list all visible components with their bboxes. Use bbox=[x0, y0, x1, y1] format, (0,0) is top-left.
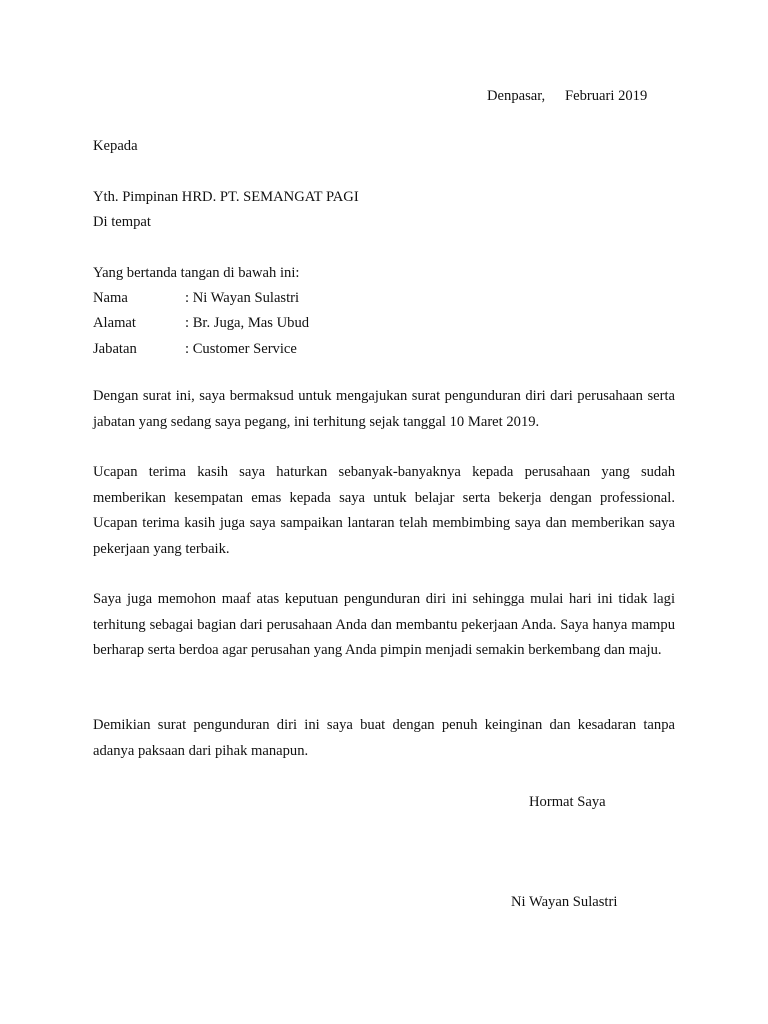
signatory-name: Ni Wayan Sulastri bbox=[511, 894, 618, 910]
salutation-kepada: Kepada bbox=[93, 138, 138, 154]
field-value-alamat: : Br. Juga, Mas Ubud bbox=[185, 315, 310, 331]
field-value-jabatan: : Customer Service bbox=[185, 341, 297, 357]
letter-date: Februari 2019 bbox=[565, 88, 648, 104]
recipient-location: Di tempat bbox=[93, 214, 151, 230]
field-label-nama: Nama bbox=[93, 290, 128, 306]
closing-line: Hormat Saya bbox=[529, 794, 606, 810]
field-value-nama: : Ni Wayan Sulastri bbox=[185, 290, 300, 306]
body-paragraph: Demikian surat pengunduran diri ini saya buat dengan penuh keinginan dan kesadaran tanpa adanya paksaan dari pihak manapun. bbox=[93, 717, 675, 759]
intro-line: Yang bertanda tangan di bawah ini: bbox=[93, 265, 300, 281]
body-paragraph: Dengan surat ini, saya bermaksud untuk mengajukan surat pengunduran diri dari perusahaan serta jabatan yang sedang saya pegang, ini terhitung sejak tanggal 10 Maret 2019. bbox=[93, 388, 675, 430]
body-paragraph: Saya juga memohon maaf atas keputuan pengunduran diri ini sehingga mulai hari ini tidak lagi terhitung sebagai bagian dari perusahaan Anda dan membantu pekerjaan Anda. Saya hanya mampu berharap serta berdoa agar perusahan yang Anda pimpin menjadi semakin berkembang dan maju. bbox=[93, 591, 675, 658]
letter-place: Denpasar, bbox=[487, 88, 546, 104]
field-label-jabatan: Jabatan bbox=[93, 341, 137, 357]
field-label-alamat: Alamat bbox=[93, 315, 136, 331]
recipient-line: Yth. Pimpinan HRD. PT. SEMANGAT PAGI bbox=[93, 189, 359, 205]
body-paragraph: Ucapan terima kasih saya haturkan sebanyak-banyaknya kepada perusahaan yang sudah memberikan kesempatan emas kepada saya untuk belajar serta bekerja dengan professional. Ucapan terima kasih juga saya sampaikan lantaran telah membimbing saya dan memberikan saya pekerjaan yang terbaik. bbox=[93, 464, 675, 557]
